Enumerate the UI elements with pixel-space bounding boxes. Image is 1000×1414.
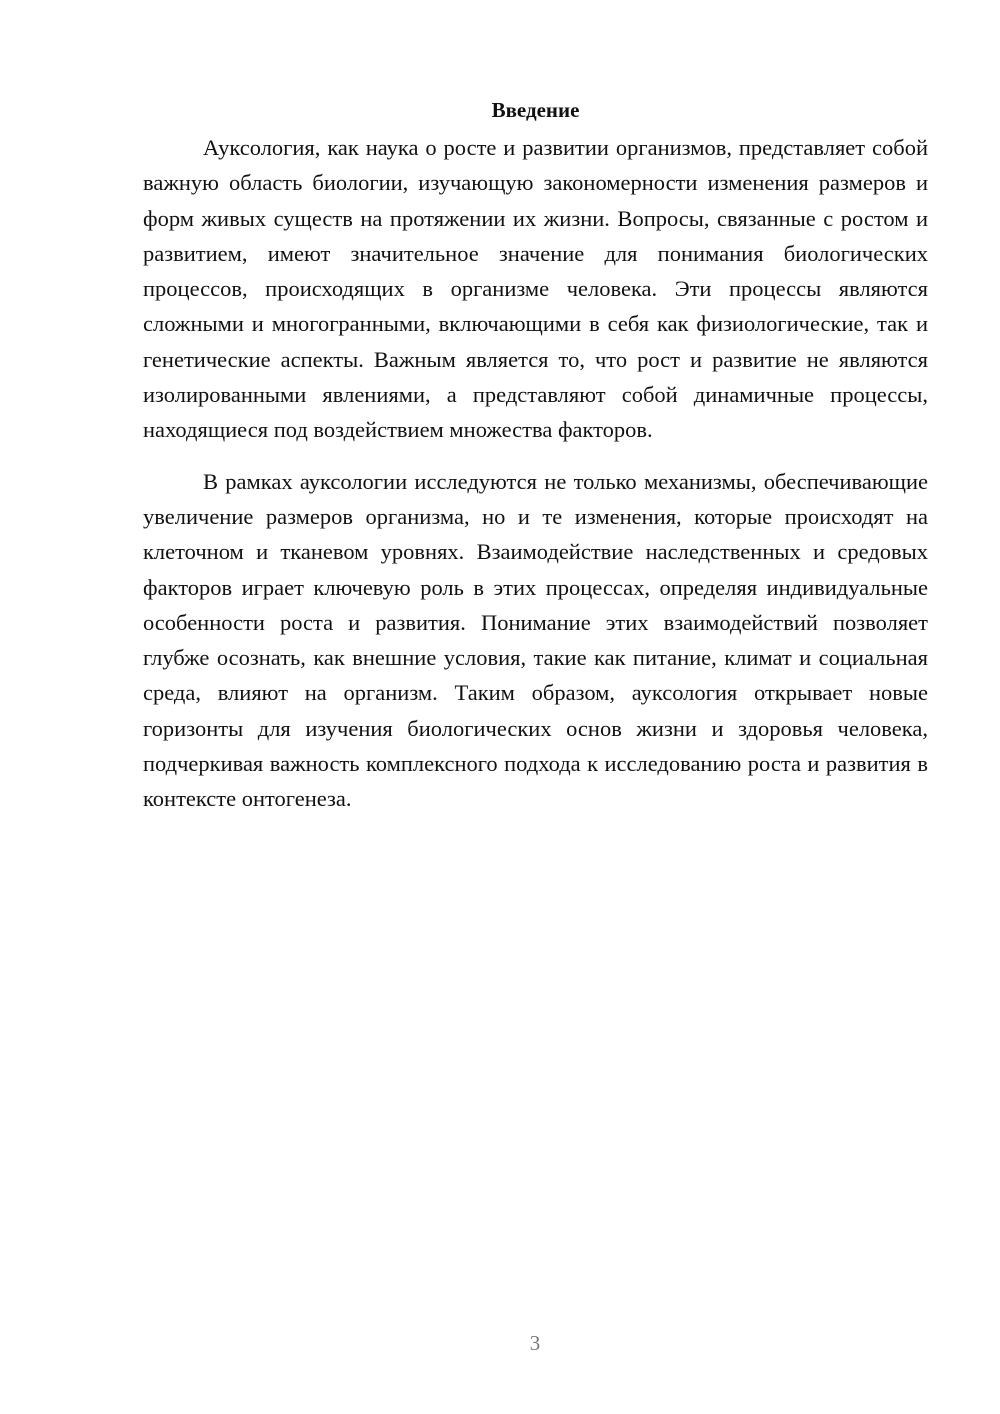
page-number: 3 bbox=[529, 1331, 541, 1355]
section-heading: Введение bbox=[491, 98, 580, 122]
page-content bbox=[143, 90, 928, 817]
paragraph-auxology-scope: В рамках ауксологии исследуются не только механизмы, обеспечивающие увеличение размеров организма, но и те изменения, которые происходят на клеточном и тканевом уровнях. Взаимодействие наследственных и средовых факторов играет ключевую роль в этих процессах, определяя индивидуальные особенности роста и развития. Понимание этих взаимодействий позволяет глубже осознать, как внешние условия, такие как питание, климат и социальная среда, влияют на организм. Таким образом, ауксология открывает новые горизонты для изучения биологических основ жизни и здоровья человека, подчеркивая важность комплексного подхода к исследованию роста и развития в контексте онтогенеза. bbox=[143, 468, 928, 812]
paragraph-intro: Ауксология, как наука о росте и развитии организмов, представляет собой важную область биологии, изучающую закономерности изменения размеров и форм живых существ на протяжении их жизни. Вопросы, связанные с ростом и развитием, имеют значительное значение для понимания биологических процессов, происходящих в организме человека. Эти процессы являются сложными и многогранными, включающими в себя как физиологические, так и генетические аспекты. Важным является то, что рост и развитие не являются изолированными явлениями, а представляют собой динамичные процессы, находящиеся под воздействием множества факторов. bbox=[143, 135, 928, 443]
